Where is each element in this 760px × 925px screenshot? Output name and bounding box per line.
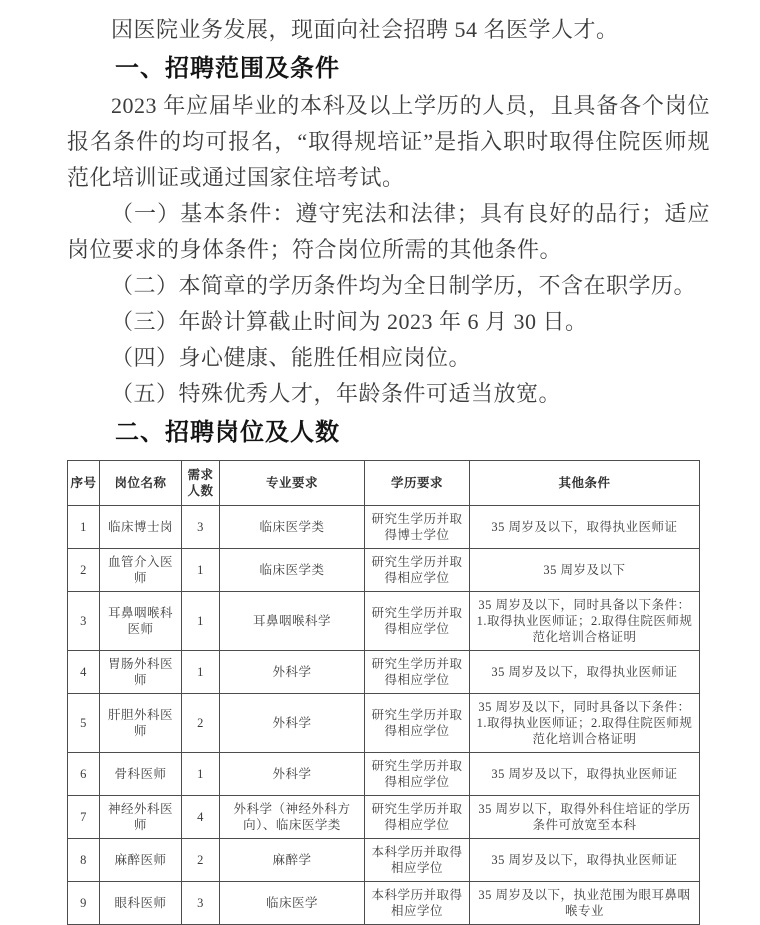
table-row — [68, 882, 700, 925]
table-cell: 耳鼻咽喉科医师 — [100, 592, 182, 651]
table-cell: 35 周岁以下，取得外科住培证的学历条件可放宽至本科 — [470, 796, 700, 839]
table-cell: 8 — [68, 839, 100, 882]
table-cell: 研究生学历并取得相应学位 — [365, 694, 470, 753]
table-cell: 1 — [182, 753, 220, 796]
paragraph-condition-2: （二）本简章的学历条件均为全日制学历，不含在职学历。 — [111, 273, 697, 298]
table-cell: 临床医学 — [220, 882, 365, 925]
table-cell: 外科学 — [220, 651, 365, 694]
table-cell: 骨科医师 — [100, 753, 182, 796]
table-cell: 1 — [182, 651, 220, 694]
table-cell: 外科学 — [220, 753, 365, 796]
table-cell: 2 — [68, 549, 100, 592]
table-cell: 35 周岁及以下，取得执业医师证 — [470, 839, 700, 882]
table-cell: 3 — [68, 592, 100, 651]
intro-paragraph: 因医院业务发展，现面向社会招聘 54 名医学人才。 — [111, 17, 619, 42]
section2-heading: 二、招聘岗位及人数 — [115, 419, 340, 446]
table-row — [68, 506, 700, 549]
table-cell: 4 — [68, 651, 100, 694]
table-row — [68, 753, 700, 796]
table-cell: 2 — [182, 839, 220, 882]
table-cell: 1 — [68, 506, 100, 549]
column-header: 学历要求 — [365, 461, 470, 506]
table-cell: 临床医学类 — [220, 506, 365, 549]
table-cell: 本科学历并取得相应学位 — [365, 839, 470, 882]
table-cell: 临床博士岗 — [100, 506, 182, 549]
table-cell: 临床医学类 — [220, 549, 365, 592]
table-cell: 4 — [182, 796, 220, 839]
table-cell: 9 — [68, 882, 100, 925]
column-header: 专业要求 — [220, 461, 365, 506]
column-header: 需求人数 — [182, 461, 220, 506]
table-cell: 3 — [182, 882, 220, 925]
paragraph-eligibility: 2023 年应届毕业的本科及以上学历的人员，且具备各个岗位报名条件的均可报名，“取得规培证”是指入职时取得住院医师规范化培训证或通过国家住培考试。 — [67, 93, 710, 190]
table-cell: 1 — [182, 549, 220, 592]
table-cell: 1 — [182, 592, 220, 651]
table-cell: 外科学（神经外科方向）、临床医学类 — [220, 796, 365, 839]
table-cell: 麻醉学 — [220, 839, 365, 882]
table-row — [68, 549, 700, 592]
section1-heading: 一、招聘范围及条件 — [115, 55, 340, 82]
table-row — [68, 592, 700, 651]
table-cell: 外科学 — [220, 694, 365, 753]
table-cell: 胃肠外科医师 — [100, 651, 182, 694]
table-cell: 7 — [68, 796, 100, 839]
table-body — [68, 506, 700, 925]
table-cell: 35 周岁及以下，取得执业医师证 — [470, 753, 700, 796]
positions-table — [67, 460, 700, 925]
table-row — [68, 651, 700, 694]
table-cell: 神经外科医师 — [100, 796, 182, 839]
table-cell: 35 周岁及以下，执业范围为眼耳鼻咽喉专业 — [470, 882, 700, 925]
table-cell: 35 周岁及以下，取得执业医师证 — [470, 506, 700, 549]
table-cell: 研究生学历并取得相应学位 — [365, 549, 470, 592]
table-cell: 眼科医师 — [100, 882, 182, 925]
table-header-row — [68, 461, 700, 506]
table-cell: 35 周岁及以下 — [470, 549, 700, 592]
table-cell: 35 周岁及以下，同时具备以下条件：1.取得执业医师证；2.取得住院医师规范化培训合格证明 — [470, 694, 700, 753]
table-row — [68, 839, 700, 882]
table-cell: 研究生学历并取得相应学位 — [365, 651, 470, 694]
column-header: 序号 — [68, 461, 100, 506]
paragraph-condition-5: （五）特殊优秀人才，年龄条件可适当放宽。 — [111, 381, 562, 406]
table-cell: 耳鼻咽喉科学 — [220, 592, 365, 651]
table-cell: 2 — [182, 694, 220, 753]
table-cell: 研究生学历并取得相应学位 — [365, 592, 470, 651]
table-row — [68, 694, 700, 753]
table-cell: 麻醉医师 — [100, 839, 182, 882]
column-header: 岗位名称 — [100, 461, 182, 506]
table-cell: 35 周岁及以下，同时具备以下条件：1.取得执业医师证；2.取得住院医师规范化培训合格证明 — [470, 592, 700, 651]
table-cell: 研究生学历并取得博士学位 — [365, 506, 470, 549]
table-cell: 本科学历并取得相应学位 — [365, 882, 470, 925]
column-header: 其他条件 — [470, 461, 700, 506]
table-cell: 6 — [68, 753, 100, 796]
table-cell: 35 周岁及以下，取得执业医师证 — [470, 651, 700, 694]
table-row — [68, 796, 700, 839]
paragraph-condition-3: （三）年龄计算截止时间为 2023 年 6 月 30 日。 — [111, 309, 588, 334]
table-cell: 研究生学历并取得相应学位 — [365, 796, 470, 839]
paragraph-condition-4: （四）身心健康、能胜任相应岗位。 — [111, 345, 472, 370]
table-cell: 肝胆外科医师 — [100, 694, 182, 753]
table-cell: 研究生学历并取得相应学位 — [365, 753, 470, 796]
table-cell: 5 — [68, 694, 100, 753]
paragraph-condition-1: （一）基本条件：遵守宪法和法律；具有良好的品行；适应岗位要求的身体条件；符合岗位所需的其他条件。 — [67, 201, 710, 262]
table-cell: 血管介入医师 — [100, 549, 182, 592]
table-cell: 3 — [182, 506, 220, 549]
